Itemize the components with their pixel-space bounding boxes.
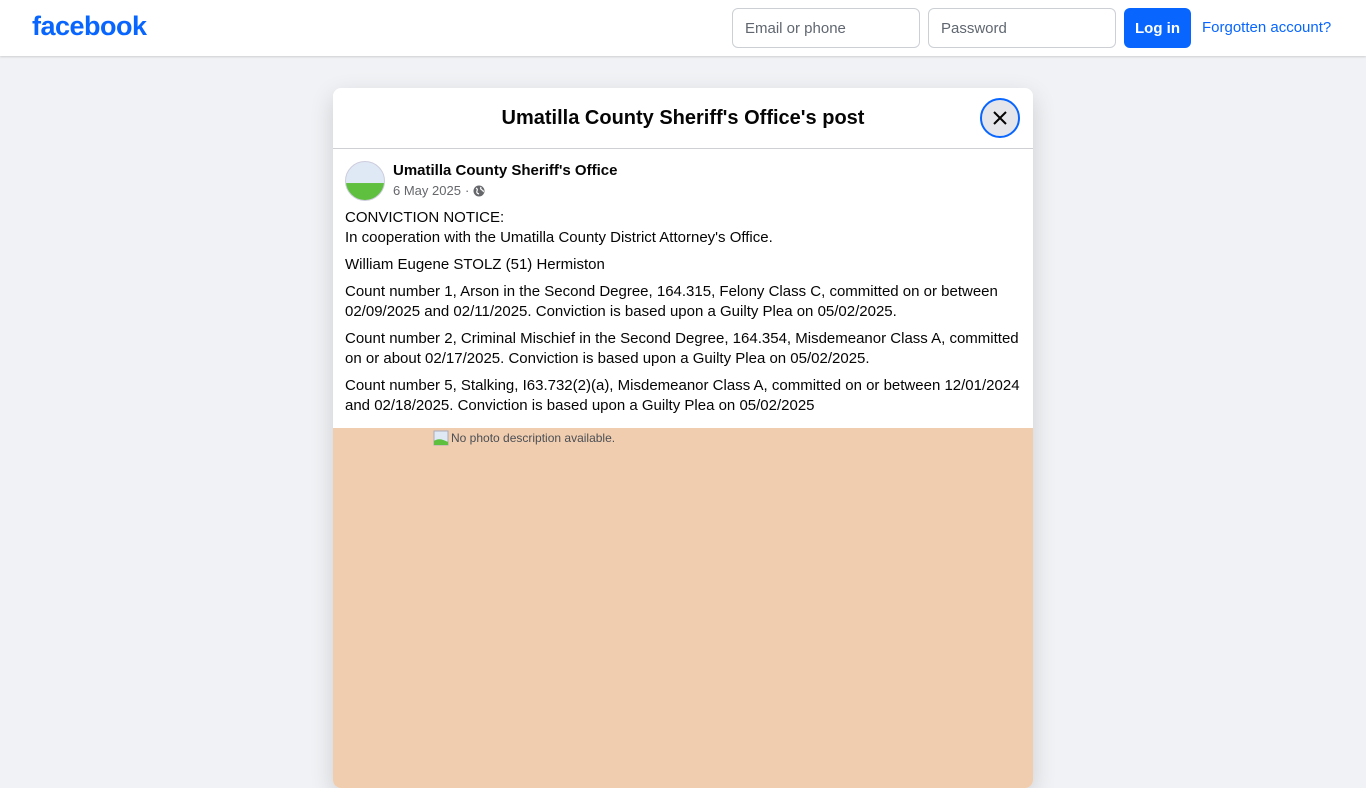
post-paragraph: Count number 1, Arson in the Second Degree, 164.315, Felony Class C, committed on or between 02/09/2025 and 02/11/2025. Conviction is based upon a Guilty Plea on 05/02/2025. [345, 283, 998, 320]
facebook-logo[interactable]: facebook [32, 11, 147, 41]
post-photo[interactable] [333, 428, 1033, 788]
photo-alt [433, 430, 615, 446]
email-input[interactable] [732, 8, 920, 48]
password-input[interactable] [928, 8, 1116, 48]
globe-icon [473, 185, 485, 197]
post-author[interactable]: Umatilla County Sheriff's Office [393, 162, 618, 179]
post-date[interactable]: 6 May 2025 [393, 183, 461, 198]
post-line: CONVICTION NOTICE: [345, 209, 505, 226]
modal-title: Umatilla County Sheriff's Office's post [333, 88, 1033, 149]
post-paragraph: Count number 2, Criminal Mischief in the Second Degree, 164.354, Misdemeanor Class A, committed on or about 02/17/2025. Conviction is based upon a Guilty Plea on 05/02/2025. [345, 330, 1019, 367]
post-line: In cooperation with the Umatilla County District Attorney's Office. [345, 229, 773, 246]
top-bar [0, 0, 1366, 56]
avatar[interactable] [345, 161, 385, 201]
post-modal [333, 88, 1033, 788]
photo-alt-text: No photo description available. [451, 431, 616, 445]
forgotten-account-link[interactable]: Forgotten account? [1202, 19, 1332, 36]
broken-image-icon [433, 430, 449, 446]
post-meta [393, 183, 485, 198]
post-paragraph: William Eugene STOLZ (51) Hermiston [345, 256, 605, 273]
separator: · [464, 183, 470, 198]
close-icon [992, 110, 1008, 126]
login-button[interactable]: Log in [1124, 8, 1191, 48]
post-intro [345, 208, 1021, 248]
post-paragraph: Count number 5, Stalking, I63.732(2)(a), Misdemeanor Class A, committed on or between 12/01/2024 and 02/18/2025. Conviction is based upon a Guilty Plea on 05/02/2025 [345, 377, 1020, 414]
close-button[interactable] [980, 98, 1020, 138]
post-body [345, 208, 1021, 423]
